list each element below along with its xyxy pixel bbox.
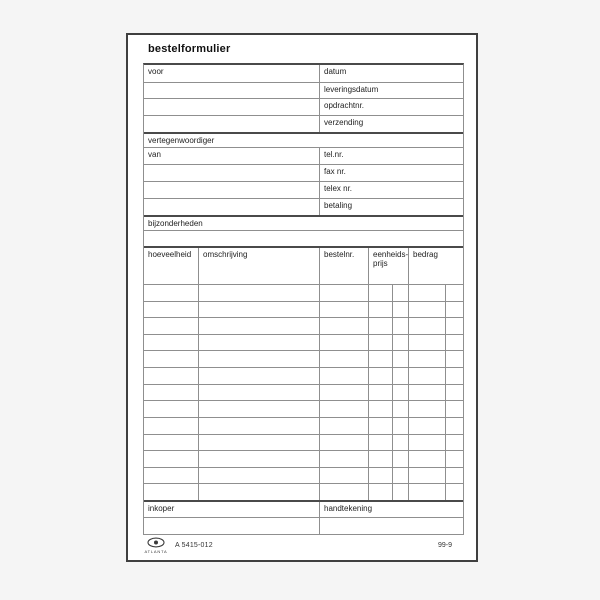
bedrag-header: bedrag	[408, 248, 463, 284]
inkoper-blank-cell	[144, 518, 319, 534]
order-row	[144, 483, 463, 500]
order-no-cell	[319, 468, 368, 484]
order-no-cell	[319, 302, 368, 318]
telexnr-label: telex nr.	[319, 182, 463, 198]
unit-price-cents-cell	[392, 435, 408, 451]
vertegenwoordiger-label: vertegenwoordiger	[148, 136, 215, 145]
unit-price-whole-cell	[368, 451, 392, 467]
quantity-cell	[144, 435, 198, 451]
order-no-cell	[319, 401, 368, 417]
description-cell	[198, 318, 319, 334]
unit-price-cents-cell	[392, 302, 408, 318]
edition-code: 99-9	[437, 542, 452, 549]
eenheidsprijs-header-line1: eenheids-	[373, 250, 408, 259]
voor-blank-cell	[144, 99, 319, 115]
description-cell	[198, 451, 319, 467]
unit-price-whole-cell	[368, 335, 392, 351]
description-cell	[198, 335, 319, 351]
amount-cents-cell	[445, 318, 463, 334]
order-row	[144, 417, 463, 434]
amount-whole-cell	[408, 302, 445, 318]
quantity-cell	[144, 368, 198, 384]
amount-cents-cell	[445, 451, 463, 467]
address-row	[144, 115, 463, 132]
order-form-sheet	[126, 33, 478, 562]
amount-cents-cell	[445, 401, 463, 417]
voor-blank-cell	[144, 116, 319, 132]
amount-whole-cell	[408, 351, 445, 367]
form-title: bestelformulier	[148, 43, 231, 55]
order-row	[144, 400, 463, 417]
leveringsdatum-label: leveringsdatum	[319, 83, 463, 98]
brand-name: ATLANTA	[144, 549, 168, 554]
van-label: van	[148, 150, 161, 159]
representative-row	[144, 181, 463, 198]
amount-cents-cell	[445, 368, 463, 384]
opdrachtnr-label: opdrachtnr.	[319, 99, 463, 115]
unit-price-cents-cell	[392, 351, 408, 367]
amount-whole-cell	[408, 385, 445, 401]
quantity-cell	[144, 351, 198, 367]
amount-cents-cell	[445, 385, 463, 401]
bestelnr-header: bestelnr.	[319, 248, 368, 284]
betaling-label: betaling	[319, 199, 463, 215]
description-cell	[198, 368, 319, 384]
description-cell	[198, 484, 319, 500]
unit-price-whole-cell	[368, 418, 392, 434]
order-no-cell	[319, 318, 368, 334]
van-blank-cell	[144, 182, 319, 198]
faxnr-label: fax nr.	[319, 165, 463, 181]
order-no-cell	[319, 451, 368, 467]
order-no-cell	[319, 351, 368, 367]
description-cell	[198, 435, 319, 451]
atlanta-logo	[143, 537, 169, 554]
address-row	[144, 82, 463, 98]
amount-whole-cell	[408, 368, 445, 384]
order-table-rows	[144, 284, 463, 500]
order-no-cell	[319, 418, 368, 434]
amount-cents-cell	[445, 484, 463, 500]
unit-price-whole-cell	[368, 468, 392, 484]
quantity-cell	[144, 335, 198, 351]
form-code: A 5415-012	[175, 542, 213, 549]
amount-cents-cell	[445, 302, 463, 318]
quantity-cell	[144, 318, 198, 334]
unit-price-whole-cell	[368, 351, 392, 367]
quantity-cell	[144, 418, 198, 434]
order-no-cell	[319, 484, 368, 500]
description-cell	[198, 385, 319, 401]
address-row	[144, 65, 463, 82]
van-blank-cell	[144, 199, 319, 215]
order-row	[144, 384, 463, 401]
unit-price-whole-cell	[368, 285, 392, 301]
form-grid	[143, 63, 464, 535]
unit-price-cents-cell	[392, 385, 408, 401]
handtekening-blank-cell	[319, 518, 463, 534]
order-row	[144, 367, 463, 384]
quantity-cell	[144, 484, 198, 500]
amount-whole-cell	[408, 418, 445, 434]
voor-label: voor	[148, 67, 164, 76]
unit-price-whole-cell	[368, 302, 392, 318]
representative-section-row	[144, 132, 463, 147]
signature-blank-row	[144, 517, 463, 534]
unit-price-cents-cell	[392, 401, 408, 417]
amount-cents-cell	[445, 435, 463, 451]
quantity-cell	[144, 451, 198, 467]
amount-cents-cell	[445, 418, 463, 434]
amount-whole-cell	[408, 285, 445, 301]
order-row	[144, 284, 463, 301]
order-row	[144, 467, 463, 484]
amount-whole-cell	[408, 318, 445, 334]
description-cell	[198, 285, 319, 301]
order-no-cell	[319, 435, 368, 451]
unit-price-cents-cell	[392, 451, 408, 467]
order-no-cell	[319, 385, 368, 401]
representative-row	[144, 198, 463, 215]
order-row	[144, 350, 463, 367]
order-row	[144, 334, 463, 351]
eenheidsprijs-header-line2: prijs	[373, 259, 388, 269]
eye-logo-icon	[147, 537, 165, 548]
unit-price-cents-cell	[392, 468, 408, 484]
datum-label: datum	[319, 65, 463, 82]
signature-label-row	[144, 500, 463, 517]
hoeveelheid-header: hoeveelheid	[148, 250, 192, 259]
address-row	[144, 98, 463, 115]
representative-row	[144, 147, 463, 164]
description-cell	[198, 401, 319, 417]
order-row	[144, 434, 463, 451]
description-cell	[198, 418, 319, 434]
amount-whole-cell	[408, 468, 445, 484]
order-row	[144, 301, 463, 318]
order-row	[144, 317, 463, 334]
order-no-cell	[319, 335, 368, 351]
unit-price-cents-cell	[392, 318, 408, 334]
amount-whole-cell	[408, 451, 445, 467]
quantity-cell	[144, 285, 198, 301]
bijzonderheden-blank-cell	[144, 231, 463, 246]
amount-whole-cell	[408, 435, 445, 451]
description-cell	[198, 351, 319, 367]
order-no-cell	[319, 285, 368, 301]
unit-price-whole-cell	[368, 484, 392, 500]
telnr-label: tel.nr.	[319, 148, 463, 164]
order-no-cell	[319, 368, 368, 384]
unit-price-whole-cell	[368, 318, 392, 334]
eenheidsprijs-header	[368, 248, 408, 284]
omschrijving-header: omschrijving	[198, 248, 319, 284]
quantity-cell	[144, 385, 198, 401]
particulars-section-row	[144, 215, 463, 230]
particulars-blank-row	[144, 230, 463, 246]
amount-cents-cell	[445, 468, 463, 484]
order-row	[144, 450, 463, 467]
unit-price-whole-cell	[368, 435, 392, 451]
bijzonderheden-label: bijzonderheden	[148, 219, 203, 228]
handtekening-label: handtekening	[319, 502, 463, 517]
amount-whole-cell	[408, 484, 445, 500]
unit-price-cents-cell	[392, 285, 408, 301]
unit-price-whole-cell	[368, 385, 392, 401]
unit-price-whole-cell	[368, 368, 392, 384]
voor-blank-cell	[144, 83, 319, 98]
amount-whole-cell	[408, 401, 445, 417]
unit-price-cents-cell	[392, 484, 408, 500]
amount-cents-cell	[445, 351, 463, 367]
unit-price-cents-cell	[392, 368, 408, 384]
verzending-label: verzending	[319, 116, 463, 132]
quantity-cell	[144, 302, 198, 318]
inkoper-label: inkoper	[148, 504, 175, 513]
representative-row	[144, 164, 463, 181]
amount-cents-cell	[445, 285, 463, 301]
unit-price-cents-cell	[392, 418, 408, 434]
amount-whole-cell	[408, 335, 445, 351]
amount-cents-cell	[445, 335, 463, 351]
description-cell	[198, 302, 319, 318]
quantity-cell	[144, 468, 198, 484]
unit-price-cents-cell	[392, 335, 408, 351]
quantity-cell	[144, 401, 198, 417]
description-cell	[198, 468, 319, 484]
form-footer	[143, 537, 464, 554]
order-table-header	[144, 246, 463, 284]
van-blank-cell	[144, 165, 319, 181]
unit-price-whole-cell	[368, 401, 392, 417]
